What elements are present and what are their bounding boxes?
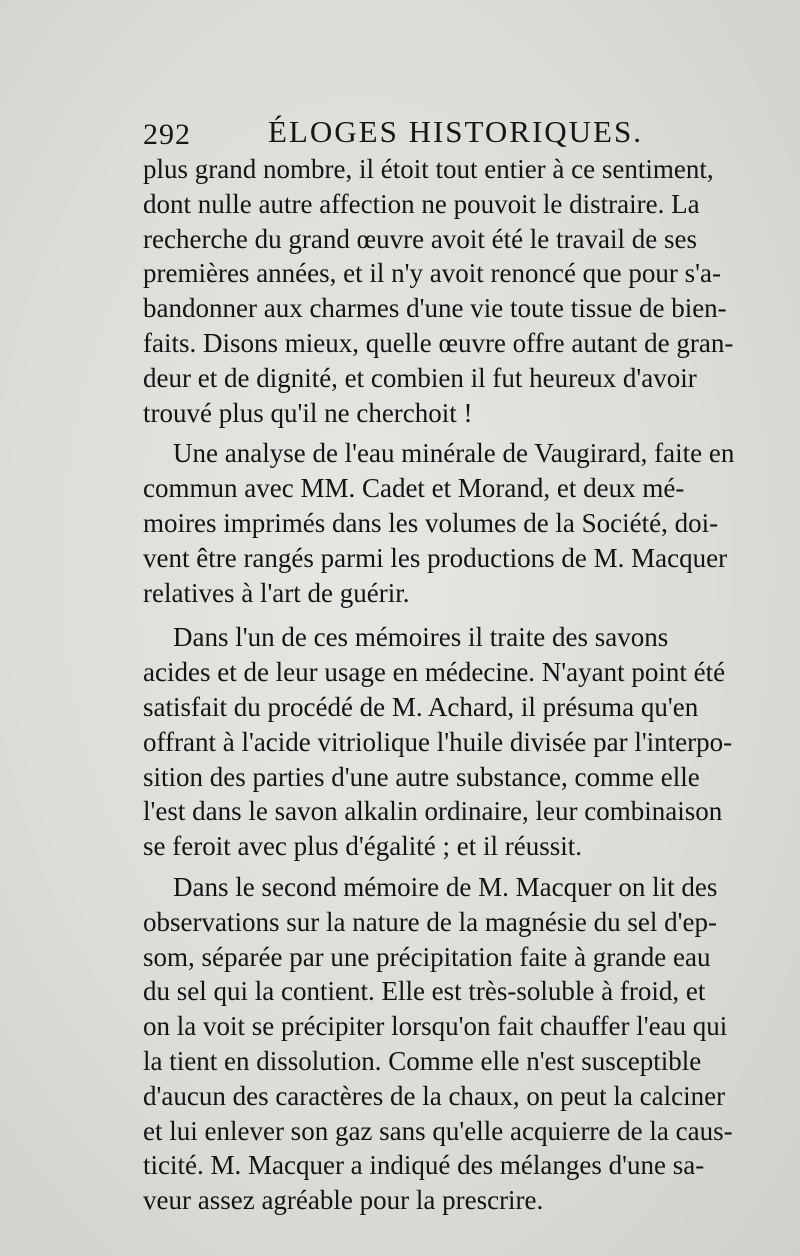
text-line: du sel qui la contient. Elle est très-soluble à froid, et xyxy=(143,976,706,1007)
text-line: Dans l'un de ces mémoires il traite des savons xyxy=(173,622,669,653)
text-line: dont nulle autre affection ne pouvoit le distraire. La xyxy=(143,188,700,219)
text-line: bandonner aux charmes d'une vie toute tissue de bien- xyxy=(143,293,727,324)
paragraph-3 xyxy=(143,620,783,864)
text-line: on la voit se précipiter lorsqu'on fait chauffer l'eau qui xyxy=(143,1011,728,1042)
text-line: premières années, et il n'y avoit renoncé que pour s'a- xyxy=(143,258,722,289)
text-line: plus grand nombre, il étoit tout entier à ce sentiment, xyxy=(143,154,714,184)
running-title: ÉLOGES HISTORIQUES. xyxy=(268,114,643,149)
text-line: deur et de dignité, et combien il fut heureux d'avoir xyxy=(143,362,697,393)
text-line: satisfait du procédé de M. Achard, il présuma qu'en xyxy=(143,691,699,722)
paragraph-1 xyxy=(143,152,783,430)
text-line: som, séparée par une précipitation faite à grande eau xyxy=(143,941,711,972)
text-line: faits. Disons mieux, quelle œuvre offre autant de gran- xyxy=(143,327,734,358)
text-line: recherche du grand œuvre avoit été le travail de ses xyxy=(143,223,697,254)
text-line: offrant à l'acide vitriolique l'huile divisée par l'interpo- xyxy=(143,726,733,757)
text-line: veur assez agréable pour la prescrire. xyxy=(143,1185,544,1216)
text-line: l'est dans le savon alkalin ordinaire, leur combinaison xyxy=(143,796,723,827)
text-line: observations sur la nature de la magnésie du sel d'ep- xyxy=(143,906,717,937)
text-line: la tient en dissolution. Comme elle n'est susceptible xyxy=(143,1045,702,1076)
text-line: d'aucun des caractères de la chaux, on peut la calciner xyxy=(143,1080,726,1111)
text-line: ticité. M. Macquer a indiqué des mélanges d'une sa- xyxy=(143,1150,705,1181)
text-line: Dans le second mémoire de M. Macquer on lit des xyxy=(173,871,718,902)
text-line: sition des parties d'une autre substance, comme elle xyxy=(143,761,700,792)
text-line: trouvé plus qu'il ne cherchoit ! xyxy=(143,397,473,428)
body-text xyxy=(143,152,783,1218)
text-line: commun avec MM. Cadet et Morand, et deux mé- xyxy=(143,473,685,504)
text-line: se feroit avec plus d'égalité ; et il réussit. xyxy=(143,831,582,862)
text-line: et lui enlever son gaz sans qu'elle acquierre de la caus- xyxy=(143,1115,733,1146)
text-line: acides et de leur usage en médecine. N'ayant point été xyxy=(143,657,726,688)
page-header xyxy=(143,112,663,152)
text-line: vent être rangés parmi les productions de M. Macquer xyxy=(143,542,728,573)
paragraph-2 xyxy=(143,436,783,610)
paragraph-gap xyxy=(143,610,783,620)
paragraph-4 xyxy=(143,870,783,1218)
page-number: 292 xyxy=(143,118,191,151)
text-line: Une analyse de l'eau minérale de Vaugirard, faite en xyxy=(173,438,735,469)
text-line: moires imprimés dans les volumes de la Société, doi- xyxy=(143,507,719,538)
text-line: relatives à l'art de guérir. xyxy=(143,577,410,608)
